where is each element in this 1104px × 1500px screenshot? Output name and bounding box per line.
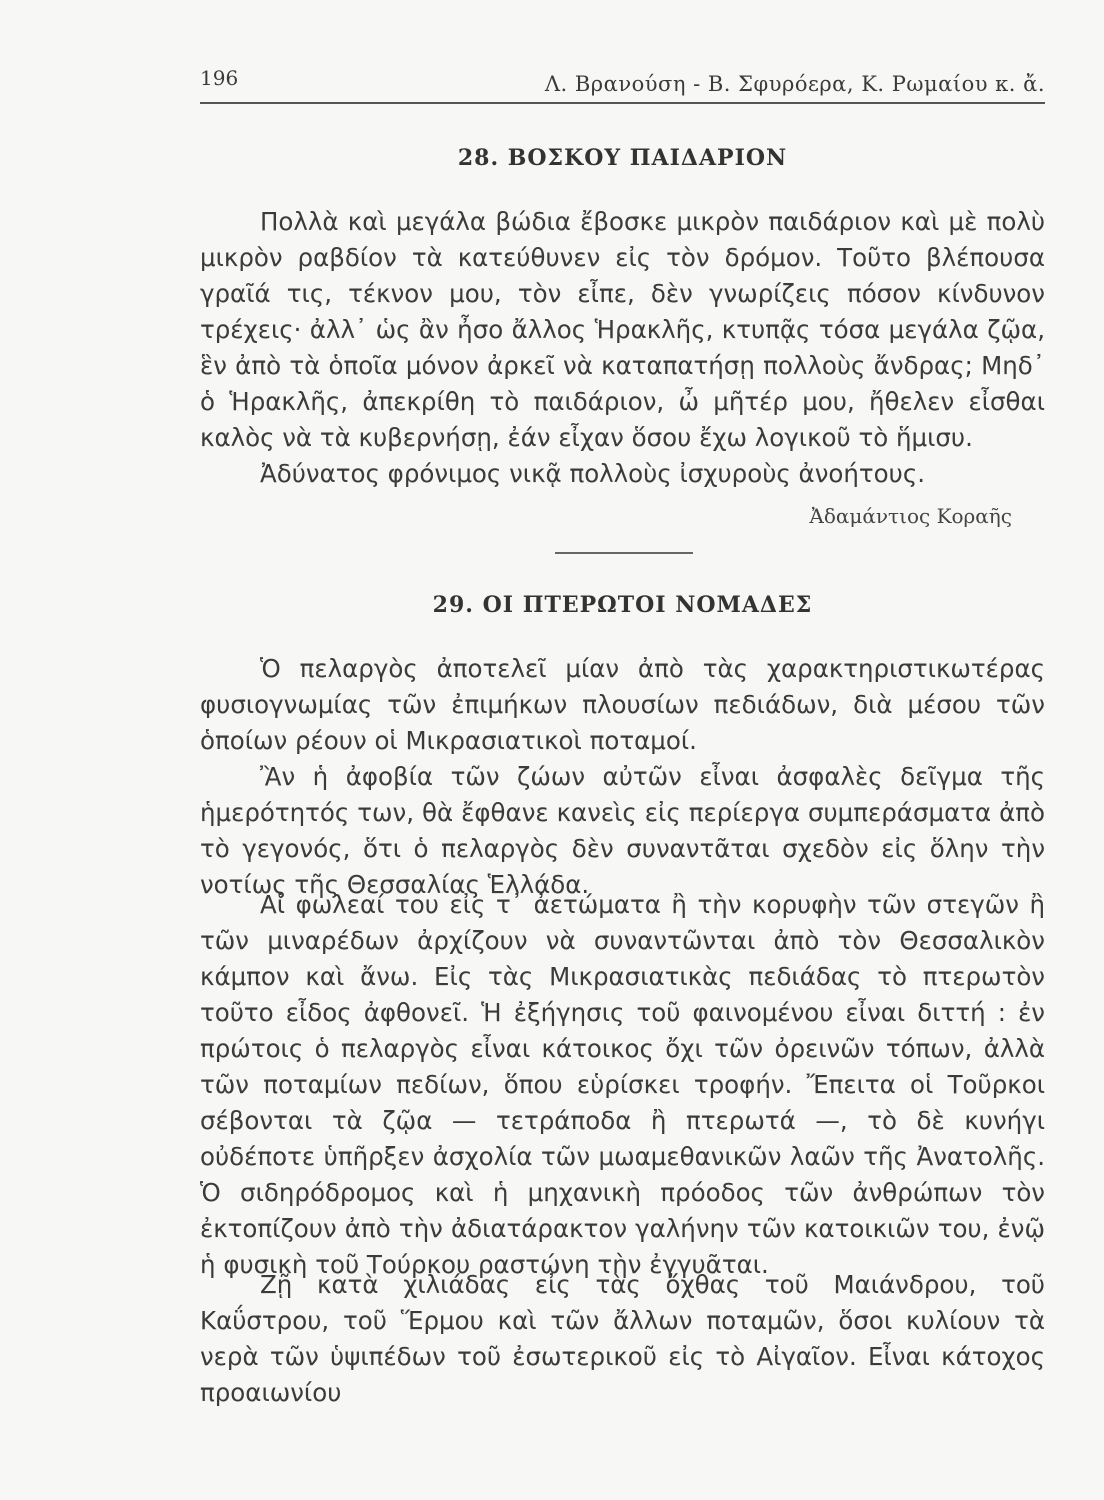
running-head: Λ. Βρανούση - Β. Σφυρόερα, Κ. Ρωμαίου κ. ἄ. xyxy=(544,72,1045,96)
author-signature: Ἀδαμάντιος Κοραῆς xyxy=(809,504,1012,528)
paragraph: Ἂν ἡ ἀφοβία τῶν ζώων αὐτῶν εἶναι ἀσφαλὲς δεῖγμα τῆς ἡμερότητός των, θὰ ἔφθανε κανεὶς εἰς περίεργα συμπεράσματα ἀπὸ τὸ γεγονός, ὅτι ὁ πελαργὸς δὲν συναντᾶται σχεδὸν εἰς ὅλην τὴν νοτίως τῆς Θεσσαλίας Ἑλλάδα. xyxy=(200,762,1045,899)
paragraph: Πολλὰ καὶ μεγάλα βώδια ἔβοσκε μικρὸν παιδάριον καὶ μὲ πολὺ μικρὸν ραβδίον τὰ κατεύθυνεν εἰς τὸν δρόμον. Τοῦτο βλέπουσα γραῖά τις, τέκνον μου, τὸν εἶπε, δὲν γνωρίζεις πόσον κίνδυνον τρέχεις· ἀλλ᾽ ὡς ἂν ἦσο ἄλλος Ἡρακλῆς, κτυπᾷς τόσα μεγάλα ζῷα, ἓν ἀπὸ τὰ ὁποῖα μόνον ἀρκεῖ νὰ καταπατήσῃ πολλοὺς ἄνδρας; Μηδ᾽ ὁ Ἡρακλῆς, ἀπεκρίθη τὸ παιδάριον, ὦ μῆτέρ μου, ἤθελεν εἶσθαι καλὸς νὰ τὰ κυβερνήσῃ, ἐάν εἶχαν ὅσου ἔχω λογικοῦ τὸ ἥμισυ. xyxy=(200,207,1045,452)
paragraph: Ζῇ κατὰ χιλιάδας εἰς τὰς ὄχθας τοῦ Μαιάνδρου, τοῦ Καΰστρου, τοῦ Ἕρμου καὶ τῶν ἄλλων ποταμῶν, ὅσοι κυλίουν τὰ νερὰ τῶν ὑψιπέδων τοῦ ἐσωτερικοῦ εἰς τὸ Αἰγαῖον. Εἶναι κάτοχος προαιωνίου xyxy=(200,1270,1045,1407)
section-divider xyxy=(555,552,693,554)
section-title-29: 29. ΟΙ ΠΤΕΡΩΤΟΙ ΝΟΜΑΔΕΣ xyxy=(432,592,813,618)
page-number: 196 xyxy=(200,66,239,90)
section-title-28: 28. ΒΟΣΚΟΥ ΠΑΙΔΑΡΙΟΝ xyxy=(457,145,788,171)
page-header xyxy=(200,66,1045,104)
paragraph: Ὁ πελαργὸς ἀποτελεῖ μίαν ἀπὸ τὰς χαρακτηριστικωτέρας φυσιογνωμίας τῶν ἐπιμήκων πλουσίων πεδιάδων, διὰ μέσου τῶν ὁποίων ρέουν οἱ Μικρασιατικοὶ ποταμοί. xyxy=(200,654,1045,755)
paragraph: Αἱ φωλεαί του εἰς τ᾽ ἀετώματα ἢ τὴν κορυφὴν τῶν στεγῶν ἢ τῶν μιναρέδων ἀρχίζουν νὰ συναντῶνται ἀπὸ τὸν Θεσσαλικὸν κάμπον καὶ ἄνω. Εἰς τὰς Μικρασιατικὰς πεδιάδας τὸ πτερωτὸν τοῦτο εἶδος ἀφθονεῖ. Ἡ ἐξήγησις τοῦ φαινομένου εἶναι διττή : ἐν πρώτοις ὁ πελαργὸς εἶναι κάτοικος ὄχι τῶν ὀρεινῶν τόπων, ἀλλὰ τῶν ποταμίων πεδίων, ὅπου εὑρίσκει τροφήν. Ἔπειτα οἱ Τοῦρκοι σέβονται τὰ ζῷα — τετράποδα ἢ πτερωτά —, τὸ δὲ κυνήγι οὐδέποτε ὑπῆρξεν ἀσχολία τῶν μωαμεθανικῶν λαῶν τῆς Ἀνατολῆς. Ὁ σιδηρόδρομος καὶ ἡ μηχανικὴ πρόοδος τῶν ἀνθρώπων τὸν ἐκτοπίζουν ἀπὸ τὴν ἀδιατάρακτον γαλήνην τῶν κατοικιῶν του, ἐνῷ ἡ φυσικὴ τοῦ Τούρκου ραστώνη τὴν ἐγγυᾶται. xyxy=(200,890,1045,1279)
paragraph: Ἀδύνατος φρόνιμος νικᾷ πολλοὺς ἰσχυροὺς ἀνοήτους. xyxy=(260,459,925,488)
